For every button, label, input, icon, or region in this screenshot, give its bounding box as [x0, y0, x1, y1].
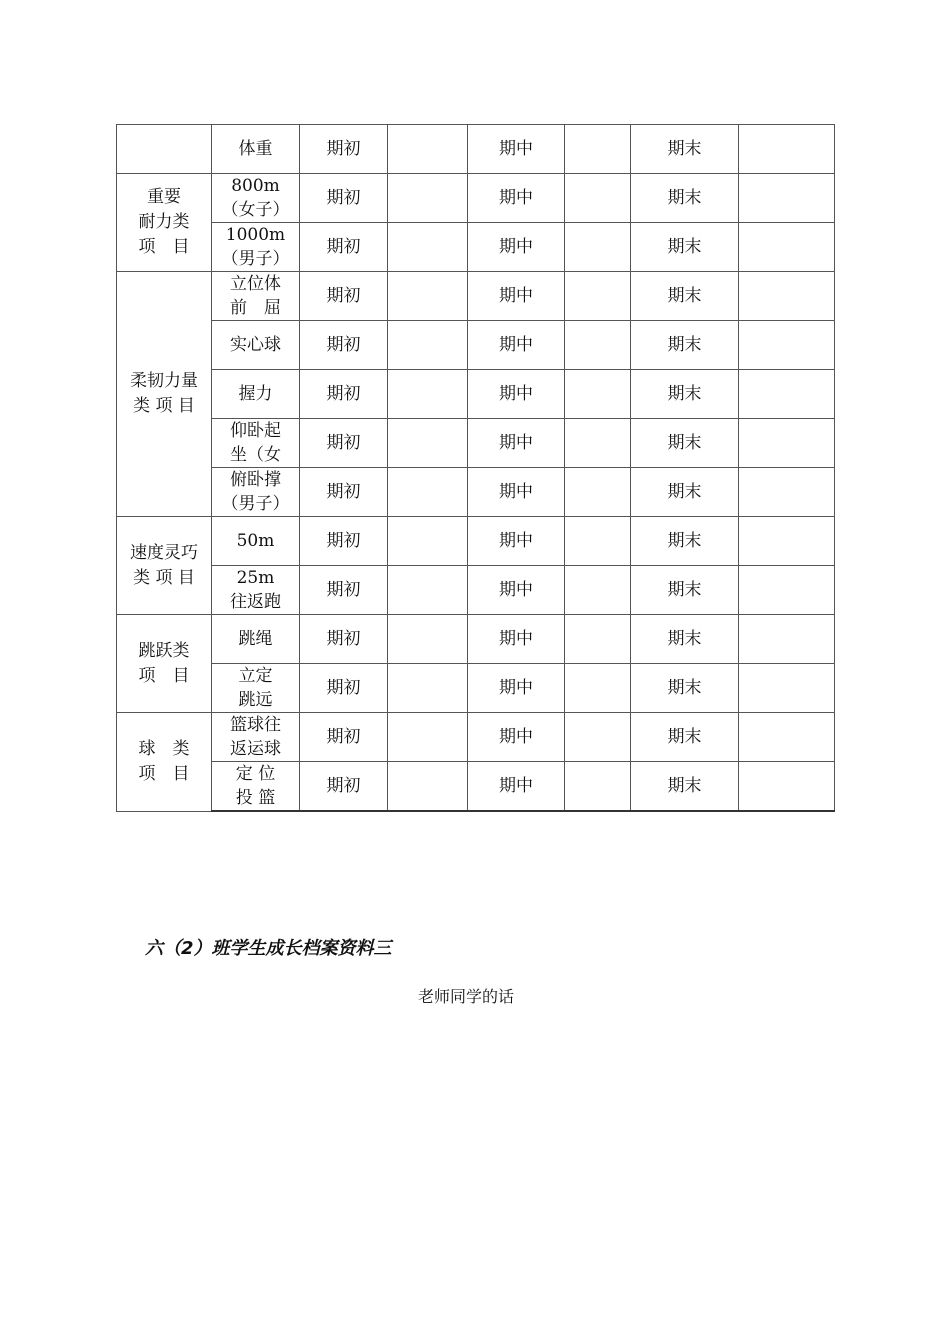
value-cell: [565, 762, 631, 812]
period-final-cell: 期末: [631, 223, 739, 272]
item-cell: 50m: [212, 517, 300, 566]
period-early-cell: 期初: [300, 566, 388, 615]
value-cell: [739, 664, 835, 713]
value-cell: [388, 321, 468, 370]
table-row: [117, 272, 835, 321]
period-mid-cell: 期中: [468, 419, 565, 468]
item-cell: 1000m （男子）: [212, 223, 300, 272]
value-cell: [565, 419, 631, 468]
value-cell: [565, 517, 631, 566]
item-cell: 跳绳: [212, 615, 300, 664]
value-cell: [739, 713, 835, 762]
period-mid-cell: 期中: [468, 468, 565, 517]
period-early-cell: 期初: [300, 223, 388, 272]
period-mid-cell: 期中: [468, 517, 565, 566]
value-cell: [565, 223, 631, 272]
period-mid-cell: 期中: [468, 321, 565, 370]
table-row: [117, 713, 835, 762]
table-row: [117, 762, 835, 812]
value-cell: [388, 174, 468, 223]
value-cell: [565, 615, 631, 664]
period-early-cell: 期初: [300, 713, 388, 762]
item-cell: 800m （女子）: [212, 174, 300, 223]
table-row: [117, 321, 835, 370]
period-mid-cell: 期中: [468, 125, 565, 174]
value-cell: [565, 664, 631, 713]
value-cell: [739, 517, 835, 566]
period-mid-cell: 期中: [468, 370, 565, 419]
period-early-cell: 期初: [300, 321, 388, 370]
value-cell: [565, 272, 631, 321]
value-cell: [739, 566, 835, 615]
period-final-cell: 期末: [631, 762, 739, 812]
period-early-cell: 期初: [300, 174, 388, 223]
category-cell: [117, 615, 212, 713]
period-final-cell: 期末: [631, 419, 739, 468]
table-row: [117, 125, 835, 174]
category-cell: [117, 174, 212, 272]
period-early-cell: 期初: [300, 664, 388, 713]
period-mid-cell: 期中: [468, 223, 565, 272]
value-cell: [739, 174, 835, 223]
item-cell: 篮球往 返运球: [212, 713, 300, 762]
period-final-cell: 期末: [631, 321, 739, 370]
period-final-cell: 期末: [631, 664, 739, 713]
period-early-cell: 期初: [300, 125, 388, 174]
table-row: [117, 468, 835, 517]
value-cell: [388, 272, 468, 321]
period-early-cell: 期初: [300, 272, 388, 321]
period-early-cell: 期初: [300, 468, 388, 517]
value-cell: [388, 615, 468, 664]
period-final-cell: 期末: [631, 125, 739, 174]
item-cell: 握力: [212, 370, 300, 419]
item-cell: 25m 往返跑: [212, 566, 300, 615]
period-final-cell: 期末: [631, 517, 739, 566]
value-cell: [739, 321, 835, 370]
period-early-cell: 期初: [300, 517, 388, 566]
table-row: [117, 370, 835, 419]
item-cell: 立定 跳远: [212, 664, 300, 713]
value-cell: [388, 370, 468, 419]
item-cell: 实心球: [212, 321, 300, 370]
category-label: 跳跃类 项 目: [138, 640, 190, 686]
table-row: [117, 174, 835, 223]
period-final-cell: 期末: [631, 615, 739, 664]
category-cell: [117, 517, 212, 615]
period-final-cell: 期末: [631, 272, 739, 321]
period-early-cell: 期初: [300, 419, 388, 468]
value-cell: [388, 566, 468, 615]
value-cell: [388, 664, 468, 713]
period-mid-cell: 期中: [468, 713, 565, 762]
table-row: [117, 664, 835, 713]
period-final-cell: 期末: [631, 174, 739, 223]
period-mid-cell: 期中: [468, 566, 565, 615]
value-cell: [739, 223, 835, 272]
value-cell: [565, 370, 631, 419]
category-label: 柔韧力量 类 项 目: [130, 371, 198, 416]
period-early-cell: 期初: [300, 762, 388, 812]
period-mid-cell: 期中: [468, 762, 565, 812]
category-cell: [117, 272, 212, 517]
category-cell: [117, 713, 212, 812]
value-cell: [388, 517, 468, 566]
value-cell: [388, 419, 468, 468]
table-row: [117, 419, 835, 468]
item-cell: 立位体 前 屈: [212, 272, 300, 321]
period-final-cell: 期末: [631, 713, 739, 762]
value-cell: [565, 174, 631, 223]
category-label: 速度灵巧 类 项 目: [130, 542, 198, 588]
fitness-test-table: [116, 124, 835, 812]
category-label: 重要 耐力类 项 目: [138, 187, 190, 257]
item-cell: 俯卧撑 （男子）: [212, 468, 300, 517]
value-cell: [565, 566, 631, 615]
category-label: 球 类 项 目: [138, 738, 190, 784]
value-cell: [739, 615, 835, 664]
table-row: [117, 223, 835, 272]
value-cell: [565, 321, 631, 370]
value-cell: [388, 125, 468, 174]
value-cell: [565, 468, 631, 517]
period-final-cell: 期末: [631, 566, 739, 615]
value-cell: [739, 468, 835, 517]
table-row: [117, 615, 835, 664]
period-early-cell: 期初: [300, 615, 388, 664]
value-cell: [388, 713, 468, 762]
period-mid-cell: 期中: [468, 272, 565, 321]
value-cell: [388, 468, 468, 517]
period-mid-cell: 期中: [468, 664, 565, 713]
value-cell: [388, 223, 468, 272]
item-cell: 仰卧起 坐（女: [212, 419, 300, 468]
item-cell: 体重: [212, 125, 300, 174]
period-mid-cell: 期中: [468, 174, 565, 223]
value-cell: [739, 762, 835, 812]
value-cell: [739, 370, 835, 419]
value-cell: [739, 419, 835, 468]
period-final-cell: 期末: [631, 468, 739, 517]
period-final-cell: 期末: [631, 370, 739, 419]
category-cell: [117, 125, 212, 174]
value-cell: [565, 125, 631, 174]
period-mid-cell: 期中: [468, 615, 565, 664]
value-cell: [388, 762, 468, 812]
value-cell: [739, 125, 835, 174]
value-cell: [565, 713, 631, 762]
item-cell: 定 位 投 篮: [212, 762, 300, 812]
table-row: [117, 517, 835, 566]
section-title: 六（2）班学生成长档案资料三: [145, 938, 392, 959]
page-subtitle: 老师同学的话: [418, 987, 515, 1006]
table-row: [117, 566, 835, 615]
period-early-cell: 期初: [300, 370, 388, 419]
value-cell: [739, 272, 835, 321]
